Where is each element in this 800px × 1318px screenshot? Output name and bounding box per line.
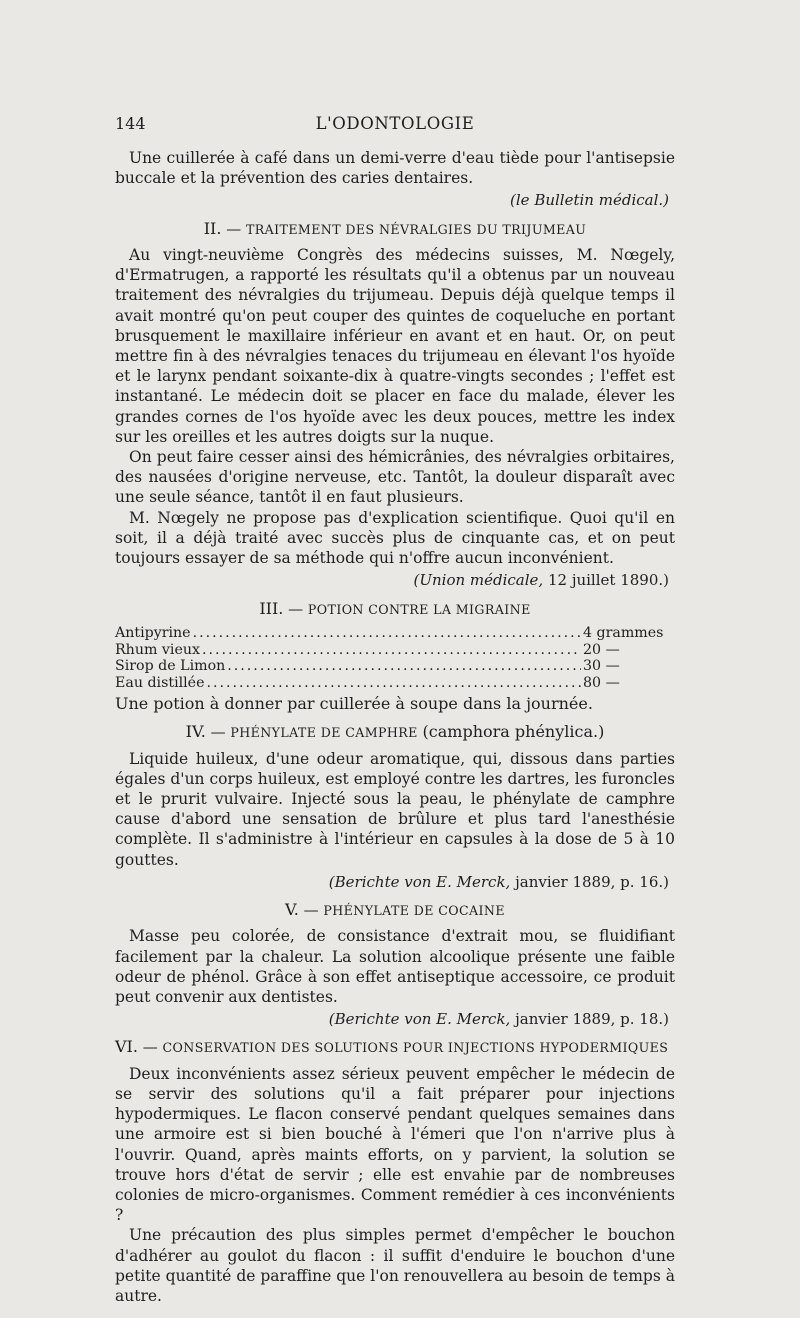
leader-dots — [206, 675, 581, 692]
recipe-row — [115, 642, 675, 659]
section-4-heading: IV. — PHÉNYLATE DE CAMPHRE (camphora phénylica.) — [185, 722, 605, 742]
recipe-instruction: Une potion à donner par cuillerée à soupe dans la journée. — [115, 694, 593, 714]
section-4-title: PHÉNYLATE DE CAMPHRE — [230, 725, 418, 741]
section-2-paragraph-3: M. Nœgely ne propose pas d'explication scientifique. Quoi qu'il en soit, il a déjà traité avec succès plus de cinquante cas, et on peut toujours essayer de sa méthode qui n'offre aucun inconvénient. — [115, 508, 675, 568]
section-2-paragraph-1: Au vingt-neuvième Congrès des médecins suisses, M. Nœgely, d'Ermatrugen, a rapporté les résultats qu'il a obtenus par un nouveau traitement des névralgies du trijumeau. Depuis déjà quelque temps il avait montré qu'on peut couper des quintes de coqueluche en portant brusquement le maxillaire inférieur en avant et en haut. Or, on peut mettre fin à des névralgies tenaces du trijumeau en élevant l'os hyoïde et le larynx pendant soixante-dix à quatre-vingts secondes ; l'effet est instantané. Le médecin doit se placer en face du malade, élever les grandes cornes de l'os hyoïde avec les deux pouces, mettre les index sur les oreilles et les autres doigts sur la nuque. — [115, 246, 675, 446]
page-content — [115, 114, 675, 1306]
recipe-ingredient: Rhum vieux — [115, 641, 201, 658]
recipe-ingredient: Antipyrine — [115, 624, 191, 641]
recipe-ingredient: Sirop de Limon — [115, 658, 226, 675]
section-4-paragraph-1: Liquide huileux, d'une odeur aromatique, qui, dissous dans parties égales d'un corps huileux, est employé contre les dartres, les furoncles et le prurit vulvaire. Injecté sous la peau, le phénylate de camphre cause d'abord une sensation de brûlure et plus tard l'anesthésie complète. Il s'administre à l'intérieur en capsules à la dose de 5 à 10 gouttes. — [115, 749, 675, 869]
page-header — [115, 114, 675, 142]
section-5-citation-source: (Berichte von E. Merck, — [328, 1010, 511, 1029]
leader-dots — [227, 658, 581, 675]
section-3-number: III. — [259, 598, 284, 618]
section-4-citation-source: (Berichte von E. Merck, — [328, 872, 511, 891]
section-5-heading: V. — PHÉNYLATE DE COCAINE — [285, 900, 505, 920]
section-2-citation-date: 12 juillet 1890.) — [543, 571, 669, 590]
recipe-quantity: 80 — — [583, 675, 620, 692]
intro-citation: (le Bulletin médical.) — [510, 191, 669, 210]
section-6-number: VI. — [115, 1037, 138, 1057]
section-4-number: IV. — [185, 722, 206, 742]
section-2-heading: II. — TRAITEMENT DES NÉVRALGIES DU TRIJUMEAU — [203, 218, 587, 238]
recipe-list — [115, 625, 675, 692]
recipe-quantity: 20 — — [583, 641, 620, 658]
section-5-paragraph-1: Masse peu colorée, de consistance d'extrait mou, se fluidifiant facilement par la chaleur. La solution alcoolique présente une faible odeur de phénol. Grâce à son effet antiseptique accessoire, ce produit peut convenir aux dentistes. — [115, 927, 675, 1006]
running-title: L'ODONTOLOGIE — [315, 114, 475, 133]
section-2-paragraph-2: On peut faire cesser ainsi des hémicrânies, des névralgies orbitaires, des nausées d'origine nerveuse, etc. Tantôt, la douleur disparaît avec une seule séance, tantôt il en faut plusieurs. — [115, 448, 675, 507]
section-2-citation — [115, 570, 669, 590]
intro-paragraph: Une cuillerée à café dans un demi-verre d'eau tiède pour l'antisepsie buccale et la prévention des caries dentaires. — [115, 149, 675, 188]
recipe-row — [115, 625, 675, 642]
section-4-latin-name: (camphora phénylica.) — [422, 722, 605, 742]
page-number: 144 — [115, 114, 146, 133]
leader-dots — [193, 625, 581, 642]
recipe-quantity: 4 grammes — [583, 624, 664, 641]
section-6-paragraph-2: Une précaution des plus simples permet d'empêcher le bouchon d'adhérer au goulot du flacon : il suffit d'enduire le bouchon d'une petite quantité de paraffine que l'on renouvellera au besoin de temps à autre. — [115, 1226, 675, 1305]
recipe-row — [115, 658, 675, 675]
recipe-ingredient: Eau distillée — [115, 675, 205, 692]
section-6-title: CONSERVATION DES SOLUTIONS POUR INJECTIONS HYPODERMIQUES — [162, 1040, 669, 1056]
section-4-citation-date: janvier 1889, p. 16.) — [510, 872, 669, 891]
section-2-citation-source: (Union médicale, — [413, 571, 544, 590]
section-4-citation — [115, 872, 669, 892]
section-5-citation — [115, 1009, 669, 1029]
section-6-paragraph-1: Deux inconvénients assez sérieux peuvent empêcher le médecin de se servir des solutions qu'il a fait préparer pour injections hypodermiques. Le flacon conservé pendant quelques semaines dans une armoire est si bien bouché à l'émeri que l'on n'arrive plus à l'ouvrir. Quand, après maints efforts, on y parvient, la solution se trouve hors d'état de servir ; elle est envahie par de nombreuses colonies de micro-organismes. Comment remédier à ces inconvénients ? — [115, 1064, 675, 1225]
recipe-quantity: 30 — — [583, 658, 620, 675]
section-5-title: PHÉNYLATE DE COCAINE — [323, 903, 505, 919]
section-6-heading: VI. — CONSERVATION DES SOLUTIONS POUR INJECTIONS HYPODERMIQUES — [115, 1037, 669, 1057]
section-3-heading: III. — POTION CONTRE LA MIGRAINE — [259, 598, 531, 618]
section-3-title: POTION CONTRE LA MIGRAINE — [307, 601, 531, 617]
leader-dots — [202, 642, 581, 659]
section-5-number: V. — [285, 900, 299, 920]
section-5-citation-date: janvier 1889, p. 18.) — [510, 1010, 669, 1029]
section-2-number: II. — [203, 218, 222, 238]
recipe-row — [115, 675, 675, 692]
section-2-title: TRAITEMENT DES NÉVRALGIES DU TRIJUMEAU — [245, 221, 587, 237]
